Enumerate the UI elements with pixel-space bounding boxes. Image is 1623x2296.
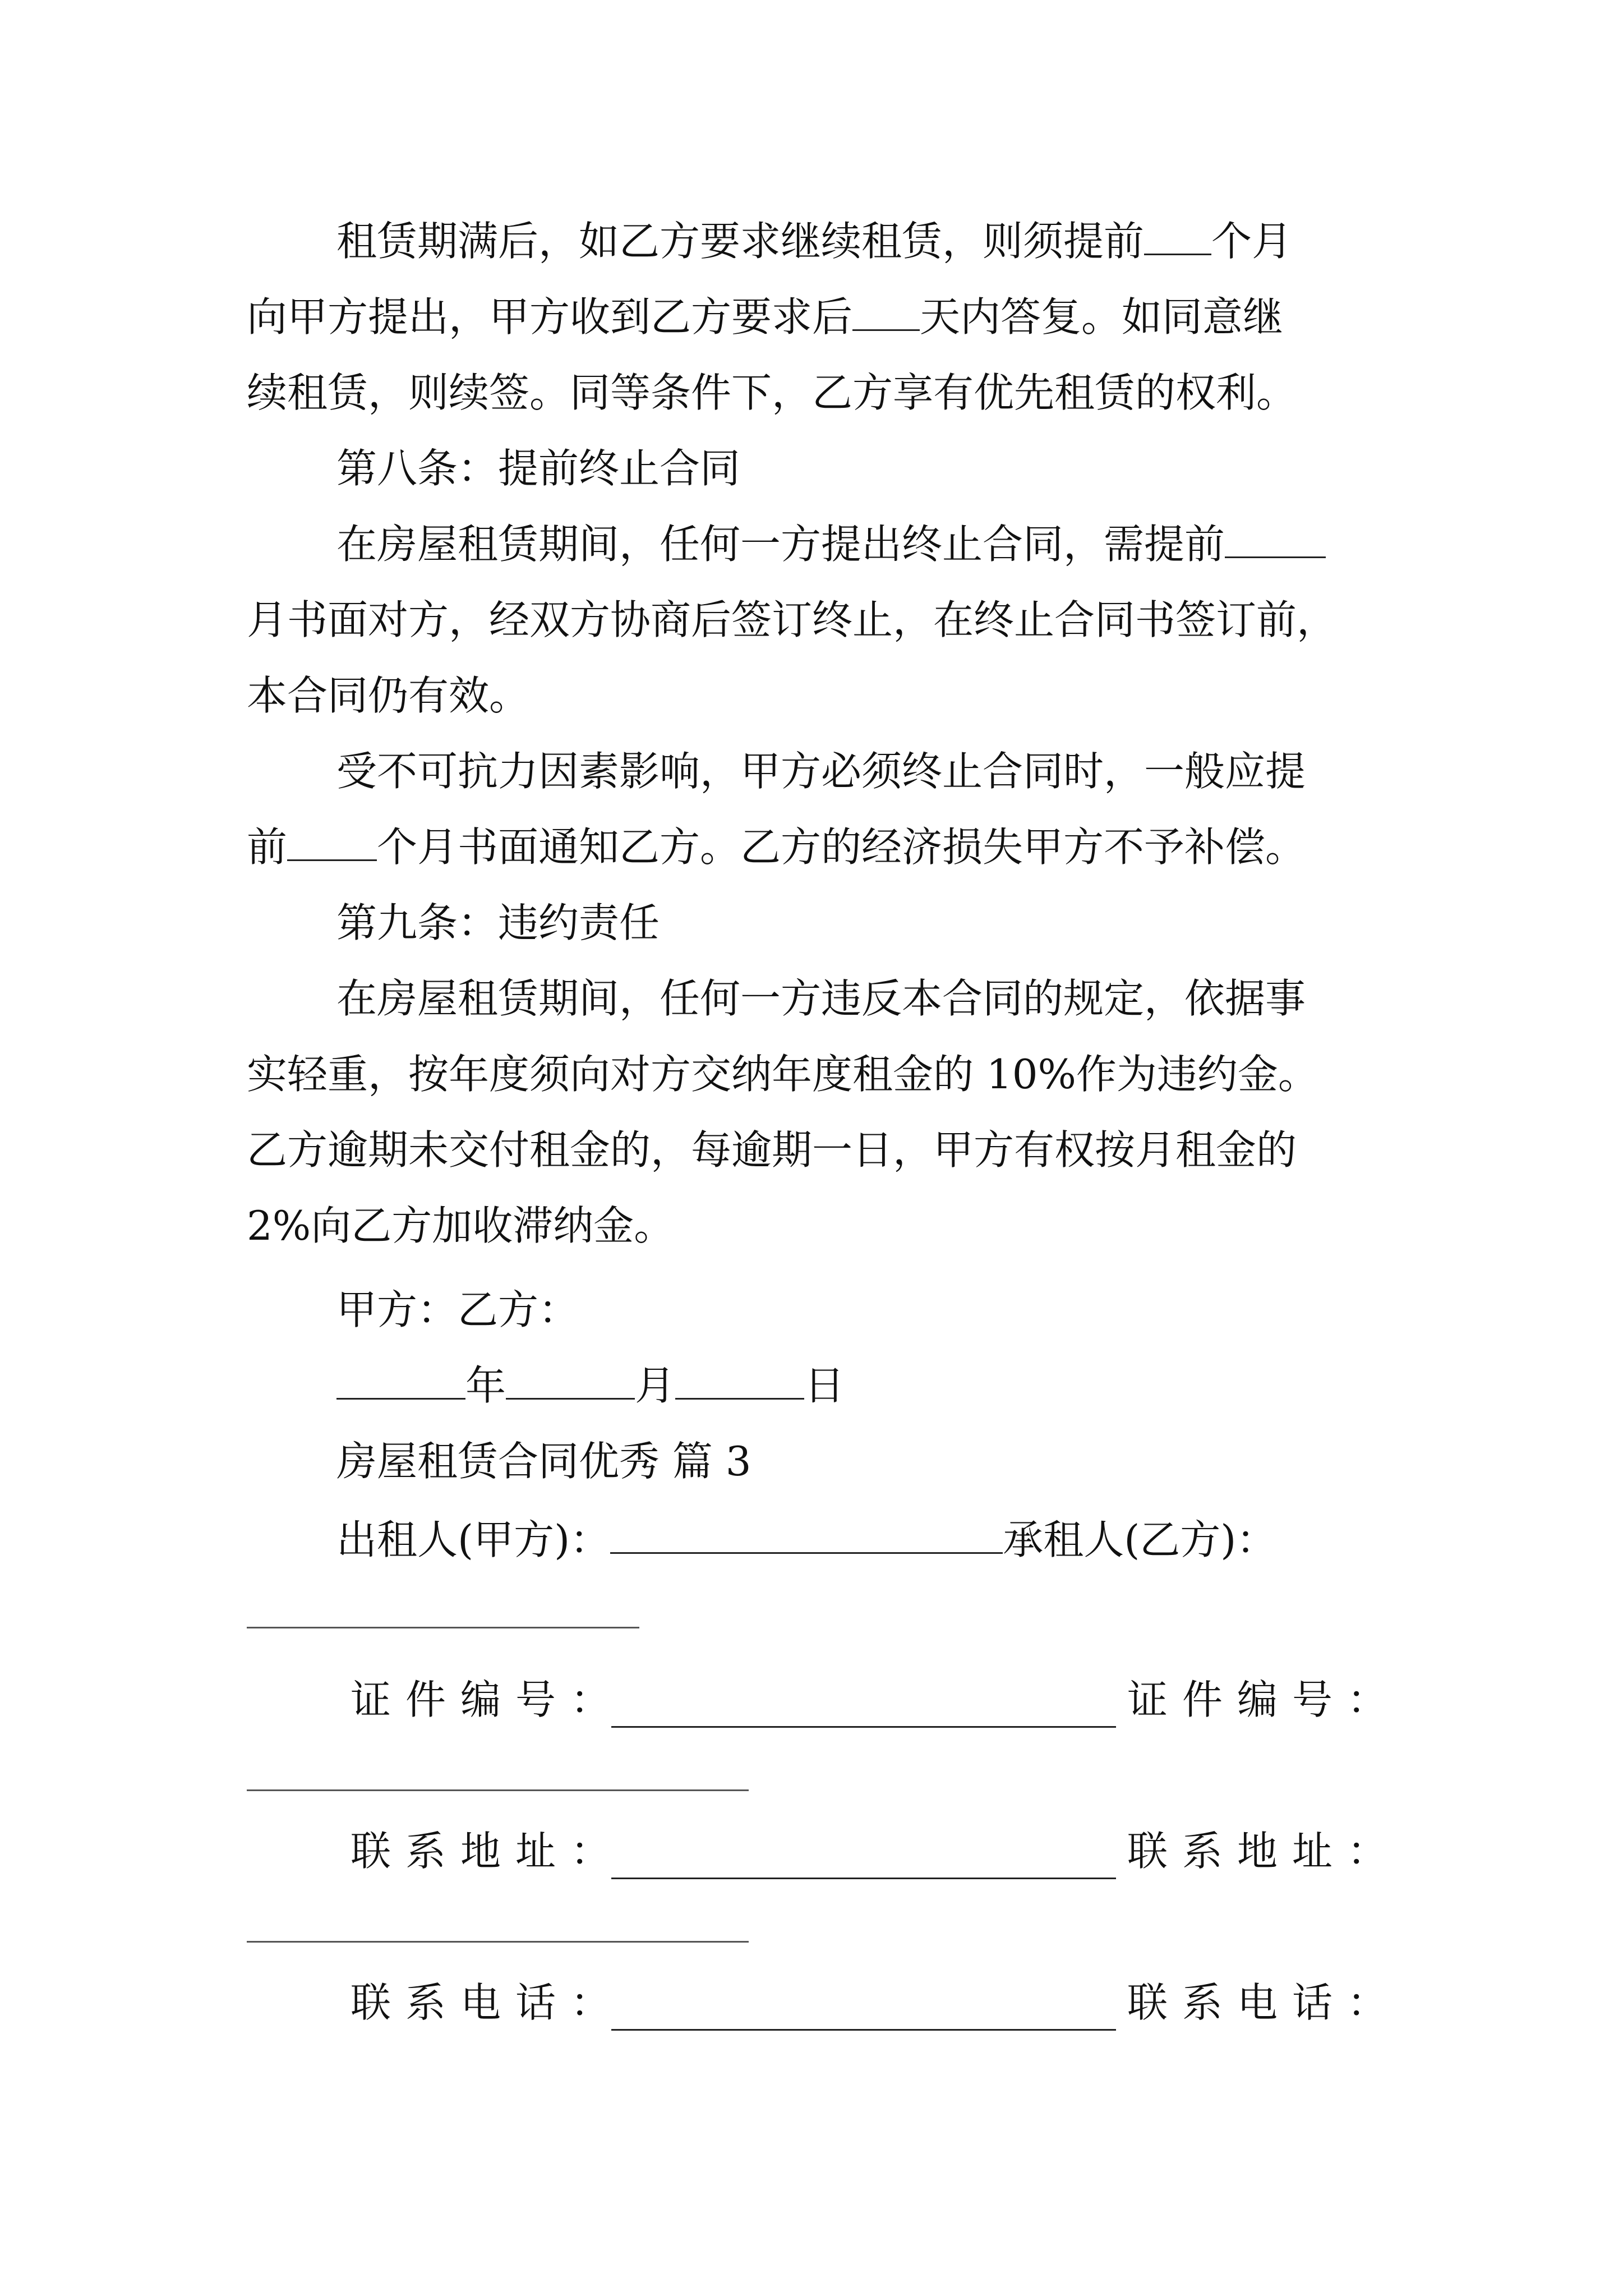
blank-day <box>675 1363 804 1400</box>
article-9-title: 第九条：违约责任 <box>336 899 660 946</box>
paragraph-force-majeure-line-1: 受不可抗力因素影响，甲方必须终止合同时，一般应提 <box>336 748 1306 795</box>
lessee-id-blank <box>247 1789 749 1791</box>
blank-days <box>852 295 920 331</box>
lessee-address-blank <box>247 1941 749 1943</box>
lessor-lessee-line: 出租人(甲方)： 承租人(乙方)： <box>336 1516 1277 1563</box>
paragraph-renewal-line-2: 向甲方提出，甲方收到乙方要求后 天内答复。如同意继 <box>247 293 1284 341</box>
signature-parties: 甲方：乙方： <box>336 1286 579 1333</box>
lessor-address-blank <box>611 1843 1116 1879</box>
blank-force-majeure-months <box>287 825 377 861</box>
paragraph-termination-line-1: 在房屋租赁期间，任何一方提出终止合同，需提前 <box>336 516 1326 572</box>
section-title: 房屋租赁合同优秀 篇 3 <box>336 1438 751 1485</box>
lessee-address-label: 联系地址： <box>1127 1828 1403 1875</box>
lessee-phone-label: 联系电话： <box>1127 1979 1403 2026</box>
lessee-name-blank <box>247 1627 639 1628</box>
lessor-phone-blank <box>611 1994 1116 2031</box>
paragraph-force-majeure-line-2: 前 个月书面通知乙方。乙方的经济损失甲方不予补偿。 <box>247 823 1306 871</box>
blank-months <box>1144 219 1211 255</box>
article-8-title: 第八条：提前终止合同 <box>336 445 741 492</box>
lessor-name-blank <box>610 1517 1003 1554</box>
blank-year <box>336 1363 465 1400</box>
paragraph-breach-line-2: 实轻重，按年度须向对方交纳年度租金的 10%作为违约金。 <box>247 1051 1318 1098</box>
paragraph-breach-line-4: 2%向乙方加收滞纳金。 <box>247 1202 675 1249</box>
paragraph-termination-line-2: 月书面对方，经双方协商后签订终止，在终止合同书签订前， <box>247 596 1338 643</box>
paragraph-breach-line-3: 乙方逾期未交付租金的，每逾期一日，甲方有权按月租金的 <box>247 1126 1297 1174</box>
paragraph-renewal-line-1: 租赁期满后，如乙方要求继续租赁，则须提前 个月 <box>336 218 1293 265</box>
paragraph-renewal-line-3: 续租赁，则续签。同等条件下，乙方享有优先租赁的权利。 <box>247 369 1297 416</box>
paragraph-breach-line-1: 在房屋租赁期间，任何一方违反本合同的规定，依据事 <box>336 975 1306 1022</box>
blank-notice <box>1225 522 1326 558</box>
blank-month <box>506 1363 635 1400</box>
address-line: 联系地址： <box>351 1828 626 1875</box>
phone-line: 联系电话： <box>351 1979 626 2026</box>
lessor-id-blank <box>611 1691 1116 1728</box>
id-number-line: 证件编号： <box>351 1676 626 1723</box>
lessee-id-label: 证件编号： <box>1127 1676 1403 1723</box>
paragraph-termination-line-3: 本合同仍有效。 <box>247 672 530 719</box>
signature-date: 年 月 日 <box>336 1358 845 1414</box>
